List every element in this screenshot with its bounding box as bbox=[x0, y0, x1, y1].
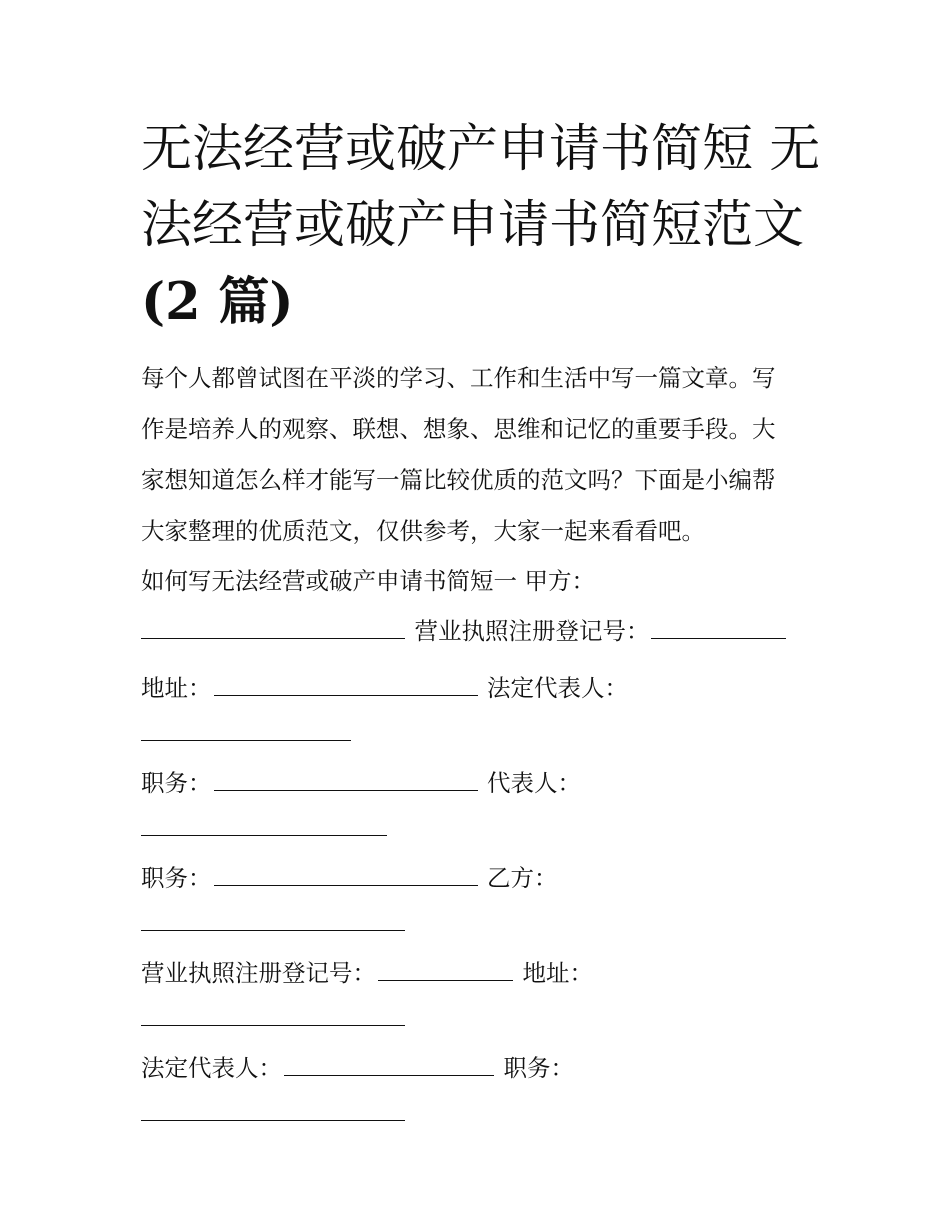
legal-rep-label-1: 法定代表人： bbox=[486, 674, 628, 702]
position-blank-1[interactable] bbox=[214, 768, 478, 791]
reg-no-label-2: 营业执照注册登记号： bbox=[141, 959, 376, 987]
document-page bbox=[141, 112, 821, 1136]
title-count-bold: (2 bbox=[141, 272, 201, 332]
position-blank-3[interactable] bbox=[141, 1098, 405, 1121]
reg-no-blank-2[interactable] bbox=[378, 958, 513, 981]
form-row-reg-no-2 bbox=[141, 951, 821, 996]
legal-rep-blank-2[interactable] bbox=[284, 1053, 494, 1076]
form-row-reg-no bbox=[141, 609, 821, 654]
form-row-legal-rep-blank bbox=[141, 711, 821, 756]
party-a-name-blank[interactable] bbox=[141, 616, 405, 639]
intro-paragraph bbox=[141, 353, 821, 557]
intro-line-1: 每个人都曾试图在平淡的学习、工作和生活中写一篇文章。写 bbox=[141, 364, 776, 392]
position-label-3: 职务： bbox=[503, 1054, 574, 1082]
form-heading: 如何写无法经营或破产申请书简短一 甲方： bbox=[141, 567, 595, 595]
address-label-2: 地址： bbox=[522, 959, 593, 987]
reg-no-label-1: 营业执照注册登记号： bbox=[414, 617, 650, 645]
address-blank-2[interactable] bbox=[141, 1003, 405, 1026]
intro-line-4: 大家整理的优质范文，仅供参考，大家一起来看看吧。 bbox=[141, 517, 705, 545]
intro-line-2: 作是培养人的观察、联想、想象、思维和记忆的重要手段。大 bbox=[141, 415, 776, 443]
legal-rep-label-2: 法定代表人： bbox=[141, 1054, 282, 1082]
form-row-position-blank-3 bbox=[141, 1091, 821, 1136]
form-row-address bbox=[141, 666, 821, 711]
intro-line-3: 家想知道怎么样才能写一篇比较优质的范文吗？下面是小编帮 bbox=[141, 466, 776, 494]
title-line-1: 无法经营或破产申请书简短 无 bbox=[141, 120, 821, 179]
position-label-2: 职务： bbox=[141, 864, 212, 892]
form-row-address-blank-2 bbox=[141, 996, 821, 1041]
form-row-position-1 bbox=[141, 761, 821, 806]
address-blank-1[interactable] bbox=[214, 673, 478, 696]
party-b-blank[interactable] bbox=[141, 908, 405, 931]
form-row-legal-rep-2 bbox=[141, 1046, 821, 1091]
title-line-2: 法经营或破产申请书简短范文 bbox=[141, 196, 805, 255]
legal-rep-blank-1[interactable] bbox=[141, 718, 351, 741]
document-title bbox=[141, 112, 821, 341]
reg-no-blank-1[interactable] bbox=[651, 616, 786, 639]
form-row-agent-blank bbox=[141, 806, 821, 851]
address-label-1: 地址： bbox=[141, 674, 212, 702]
contract-form bbox=[141, 559, 821, 1136]
form-row-position-2 bbox=[141, 856, 821, 901]
position-blank-2[interactable] bbox=[214, 863, 478, 886]
agent-blank[interactable] bbox=[141, 813, 387, 836]
agent-label: 代表人： bbox=[486, 769, 581, 797]
title-count-suffix: 篇) bbox=[200, 272, 294, 332]
form-row-party-b-blank bbox=[141, 901, 821, 946]
position-label-1: 职务： bbox=[141, 769, 212, 797]
title-line-3 bbox=[141, 264, 821, 341]
party-b-label: 乙方： bbox=[486, 864, 558, 892]
